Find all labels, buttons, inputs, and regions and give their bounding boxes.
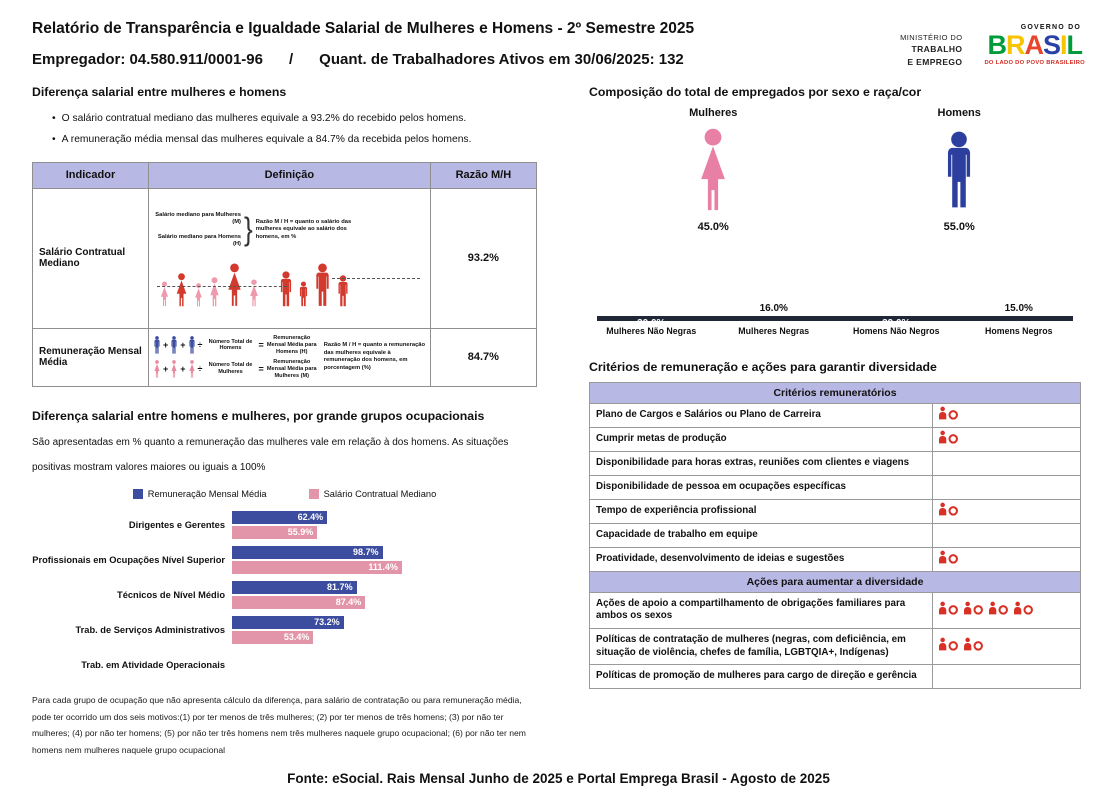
diversity-mark-icon: [938, 637, 960, 651]
male-label: Homens: [937, 106, 981, 119]
median-salary-diagram: [149, 208, 430, 310]
composition-heading: Composição do total de empregados por sexo e raça/cor: [589, 84, 922, 99]
indicator-table-header-row: [33, 162, 537, 188]
brand-letter: L: [1066, 30, 1082, 60]
female-person-icon: [153, 360, 161, 378]
left-column: [32, 85, 537, 759]
ministry-line: E EMPREGO: [907, 57, 963, 67]
formula-text: Número Total de Homens: [208, 338, 253, 352]
male-person-icon: [188, 336, 196, 354]
diversity-mark-icon: [1013, 601, 1035, 615]
mean-remuneration-bar: [232, 511, 327, 524]
median-dashed-line: [157, 286, 287, 287]
logo-block: [900, 24, 1085, 69]
diagram-note: Razão M / H = quanto a remuneração das mulheres equivale à remuneração dos homens, em porcentagem (%): [323, 341, 426, 372]
female-icon: [694, 128, 732, 212]
diversity-mark-icon: [963, 637, 985, 651]
legend-item: [309, 489, 437, 499]
occupational-category-label: Técnicos de Nível Médio: [117, 589, 225, 600]
active-workers-count: Quant. de Trabalhadores Ativos em 30/06/2025: 132: [319, 51, 684, 68]
indicator-name: Remuneração Mensal Média: [33, 328, 149, 386]
male-person-icon: [313, 263, 332, 307]
bar-value-label: 111.4%: [368, 562, 398, 573]
brasil-wordmark: [984, 31, 1085, 59]
female-person-icon: [174, 273, 189, 307]
criteria-label: Proatividade, desenvolvimento de ideias e sugestões: [590, 547, 933, 571]
occupational-footnote: Para cada grupo de ocupação que não apresenta cálculo da diferença, para salário de contratação ou para remuneração média, pode ter ocorrido um dos seis motivos:(1) por ter menos de três mulheres; (2) por ter menos de três homens; (3) por não ter mulheres; (4) por não ter homens; (5) por não ter três homens nem três mulheres naquele grupo ocupacional; (6) por não ter nem homens nem mulheres naquele grupo ocupacional: [32, 694, 526, 756]
bar-value-label: 53.4%: [283, 632, 310, 643]
criteria-label: Capacidade de trabalho em equipe: [590, 523, 933, 547]
male-person-icon: [170, 336, 178, 354]
bar-value-label: 55.9%: [287, 527, 314, 538]
criteria-label: Ações de apoio a compartilhamento de obrigações familiares para ambos os sexos: [590, 592, 933, 628]
criteria-section-header: [590, 383, 1081, 404]
legend-label: Salário Contratual Mediano: [323, 488, 437, 499]
male-person-icon: [298, 281, 309, 307]
formula-women: [153, 359, 318, 380]
table-row: [590, 404, 1081, 428]
occupational-category-label: Dirigentes e Gerentes: [128, 519, 225, 530]
table-row: [590, 499, 1081, 523]
occupational-bar-row: [32, 651, 537, 679]
median-salary-bar: [232, 596, 365, 609]
table-row: [590, 665, 1081, 689]
table-row: [590, 476, 1081, 500]
occupational-bar-chart: [32, 511, 537, 679]
composition-bar-column: [971, 303, 1068, 316]
bullet-item: • O salário contratual mediano das mulheres equivale a 93.2% do recebido pelos homens.: [52, 108, 537, 130]
brand-letter: R: [1005, 30, 1025, 60]
median-salary-bar: [232, 561, 402, 574]
brace-glyph: [244, 211, 253, 250]
median-salary-bar: [232, 526, 317, 539]
criteria-label: Tempo de experiência profissional: [590, 499, 933, 523]
occupational-bar-row: [32, 546, 537, 574]
male-person-icon: [278, 271, 294, 307]
divide-operator: ÷: [197, 364, 203, 375]
bar-value-label: 62.4%: [297, 512, 324, 523]
criteria-marks-cell: [933, 665, 1081, 689]
occupational-bar-row: [32, 581, 537, 609]
criteria-marks-cell: [933, 428, 1081, 452]
category-label: Homens Negros: [985, 325, 1053, 336]
criteria-marks-cell: [933, 452, 1081, 476]
occupational-bar-row: [32, 616, 537, 644]
people-pictogram-row: [153, 251, 426, 307]
criteria-section-header: [590, 571, 1081, 592]
criteria-label: Políticas de promoção de mulheres para cargo de direção e gerência: [590, 665, 933, 689]
legend-swatch-blue: [133, 489, 143, 499]
title-block: [32, 20, 694, 68]
indicator-table: [32, 162, 537, 387]
chart-legend: [32, 489, 537, 499]
bullet-item: • A remuneração média mensal das mulheres equivale a 84.7% da recebida pelos homens.: [52, 129, 537, 151]
table-row: [590, 452, 1081, 476]
legend-label: Remuneração Mensal Média: [147, 488, 267, 499]
criteria-marks-cell: [933, 499, 1081, 523]
empty-bar-area: [232, 651, 537, 679]
legend-swatch-pink: [309, 489, 319, 499]
ministry-line: MINISTÉRIO DO: [900, 33, 963, 42]
criteria-label: Cumprir metas de produção: [590, 428, 933, 452]
race-sex-bar-chart: [597, 257, 1073, 329]
criteria-marks-cell: [933, 592, 1081, 628]
criteria-marks-cell: [933, 547, 1081, 571]
occupational-category-label: Trab. de Serviços Administrativos: [75, 624, 225, 635]
occupational-category-label: Profissionais em Ocupações Nível Superior: [32, 554, 225, 565]
salary-gap-bullets: [52, 108, 537, 151]
bar-value-label: 39.0%: [882, 317, 911, 329]
criteria-label: Plano de Cargos e Salários ou Plano de Carreira: [590, 404, 933, 428]
table-row: [590, 592, 1081, 628]
ministry-logo: [900, 32, 962, 69]
right-column: [589, 85, 1081, 759]
bar-value-label: 81.7%: [327, 582, 353, 593]
mean-remuneration-bar: [232, 546, 383, 559]
formula-text: Remuneração Mensal Média para Homens (H): [266, 335, 317, 355]
category-label: Homens Não Negros: [852, 325, 940, 336]
table-row: [590, 523, 1081, 547]
diversity-mark-icon: [938, 502, 960, 516]
diversity-mark-icon: [938, 601, 960, 615]
diversity-mark-icon: [938, 550, 960, 564]
report-subtitle: [32, 51, 694, 68]
formula-text: Número Total de Mulheres: [208, 362, 253, 376]
criteria-heading: Critérios de remuneração e ações para garantir diversidade: [589, 360, 937, 375]
female-composition-block: [689, 107, 737, 233]
bar-value-label: 87.4%: [335, 597, 362, 608]
bar-value-label: 16.0%: [759, 302, 788, 314]
column-header: Razão M/H: [430, 162, 536, 188]
median-salary-bar: [232, 631, 313, 644]
gov-brasil-logo: [984, 24, 1085, 66]
column-header: Definição: [149, 162, 431, 188]
criteria-marks-cell: [933, 628, 1081, 664]
section-title: Ações para aumentar a diversidade: [590, 571, 1081, 592]
mean-remuneration-diagram: [149, 329, 430, 386]
female-person-icon: [208, 277, 221, 307]
ratio-value: 84.7%: [430, 328, 536, 386]
female-person-icon: [159, 281, 170, 307]
report-title: Relatório de Transparência e Igualdade Salarial de Mulheres e Homens - 2º Semestre 2025: [32, 20, 695, 37]
plus-operator: +: [180, 340, 186, 351]
criteria-label: Políticas de contratação de mulheres (negras, com deficiência, em situação de violência, chefes de família, LGBTQIA+, Indígenas): [590, 628, 933, 664]
table-row: [590, 628, 1081, 664]
female-person-icon: [225, 263, 244, 307]
indicator-name: Salário Contratual Mediano: [33, 188, 149, 328]
median-dashed-line: [332, 278, 420, 279]
occupational-heading: Diferença salarial entre homens e mulheres, por grande grupos ocupacionais: [32, 408, 485, 423]
criteria-label: Disponibilidade de pessoa em ocupações específicas: [590, 476, 933, 500]
brand-letter: A: [1024, 30, 1043, 60]
plus-operator: +: [163, 340, 169, 351]
bar-value-label: 15.0%: [1004, 302, 1033, 314]
criteria-marks-cell: [933, 523, 1081, 547]
equals-operator: =: [258, 340, 264, 351]
male-percentage: 55.0%: [943, 220, 975, 233]
diagram-note: Razão M / H = quanto o salário das mulheres equivale ao salário dos homens, em %: [255, 218, 352, 240]
criteria-label: Disponibilidade para horas extras, reuniões com clientes e viagens: [590, 452, 933, 476]
sex-composition: [589, 107, 1081, 233]
bar-value-label: 98.7%: [352, 547, 379, 558]
male-person-icon: [153, 336, 161, 354]
employer-id: Empregador: 04.580.911/0001-96: [32, 51, 263, 68]
occupational-bar-row: [32, 511, 537, 539]
definition-cell: [149, 188, 431, 328]
composition-bar-column: [726, 303, 823, 316]
diagram-label: Salário mediano para Mulheres (M): [155, 211, 241, 225]
plus-operator: +: [163, 364, 169, 375]
criteria-table: [589, 382, 1081, 689]
salary-gap-heading: Diferença salarial entre mulheres e homens: [32, 84, 287, 99]
category-label: Mulheres Negras: [738, 325, 810, 336]
table-row: [33, 328, 537, 386]
table-row: [33, 188, 537, 328]
gov-logo-top-text: GOVERNO DO: [1020, 24, 1081, 31]
occupational-category-label: Trab. em Atividade Operacionais: [81, 659, 225, 670]
criteria-marks-cell: [933, 476, 1081, 500]
definition-cell: [149, 328, 431, 386]
bar-value-label: 30.0%: [637, 317, 666, 329]
report-header: [32, 14, 1085, 69]
diagram-label: Salário mediano para Homens (H): [157, 234, 241, 248]
female-label: Mulheres: [689, 106, 738, 119]
diversity-mark-icon: [963, 601, 985, 615]
brand-letter: I: [1059, 30, 1067, 60]
mean-remuneration-bar: [232, 581, 357, 594]
male-icon: [942, 128, 976, 212]
female-person-icon: [170, 360, 178, 378]
occupational-description: São apresentadas em % quanto a remuneração das mulheres vale em relação à dos homens. As situações positivas mostram valores maiores ou iguais a 100%: [32, 436, 509, 474]
table-row: [590, 547, 1081, 571]
brand-letter: B: [987, 30, 1006, 60]
ministry-line: TRABALHO: [911, 44, 963, 55]
category-label: Mulheres Não Negras: [606, 325, 697, 336]
column-header: Indicador: [33, 162, 149, 188]
diversity-mark-icon: [938, 406, 960, 420]
male-composition-block: [938, 107, 981, 233]
female-person-icon: [248, 279, 260, 307]
bar-value-label: 73.2%: [314, 617, 340, 628]
equals-operator: =: [258, 364, 264, 375]
formula-men: [153, 335, 318, 356]
table-row: [590, 428, 1081, 452]
divide-operator: ÷: [197, 340, 203, 351]
male-person-icon: [336, 275, 350, 307]
ratio-value: 93.2%: [430, 188, 536, 328]
female-percentage: 45.0%: [697, 220, 729, 233]
source-footer: Fonte: eSocial. Rais Mensal Junho de 2025 e Portal Emprega Brasil - Agosto de 2025: [287, 770, 830, 786]
section-title: Critérios remuneratórios: [590, 383, 1081, 404]
criteria-marks-cell: [933, 404, 1081, 428]
legend-item: [133, 489, 267, 499]
plus-operator: +: [180, 364, 186, 375]
brand-letter: S: [1042, 30, 1060, 60]
diversity-mark-icon: [988, 601, 1010, 615]
gov-logo-tagline: DO LADO DO POVO BRASILEIRO: [984, 60, 1085, 67]
mean-remuneration-bar: [232, 616, 344, 629]
formula-text: Remuneração Mensal Média para Mulheres (M): [266, 358, 317, 379]
diversity-mark-icon: [938, 430, 960, 444]
female-person-icon: [188, 360, 196, 378]
subtitle-separator: /: [288, 51, 294, 68]
